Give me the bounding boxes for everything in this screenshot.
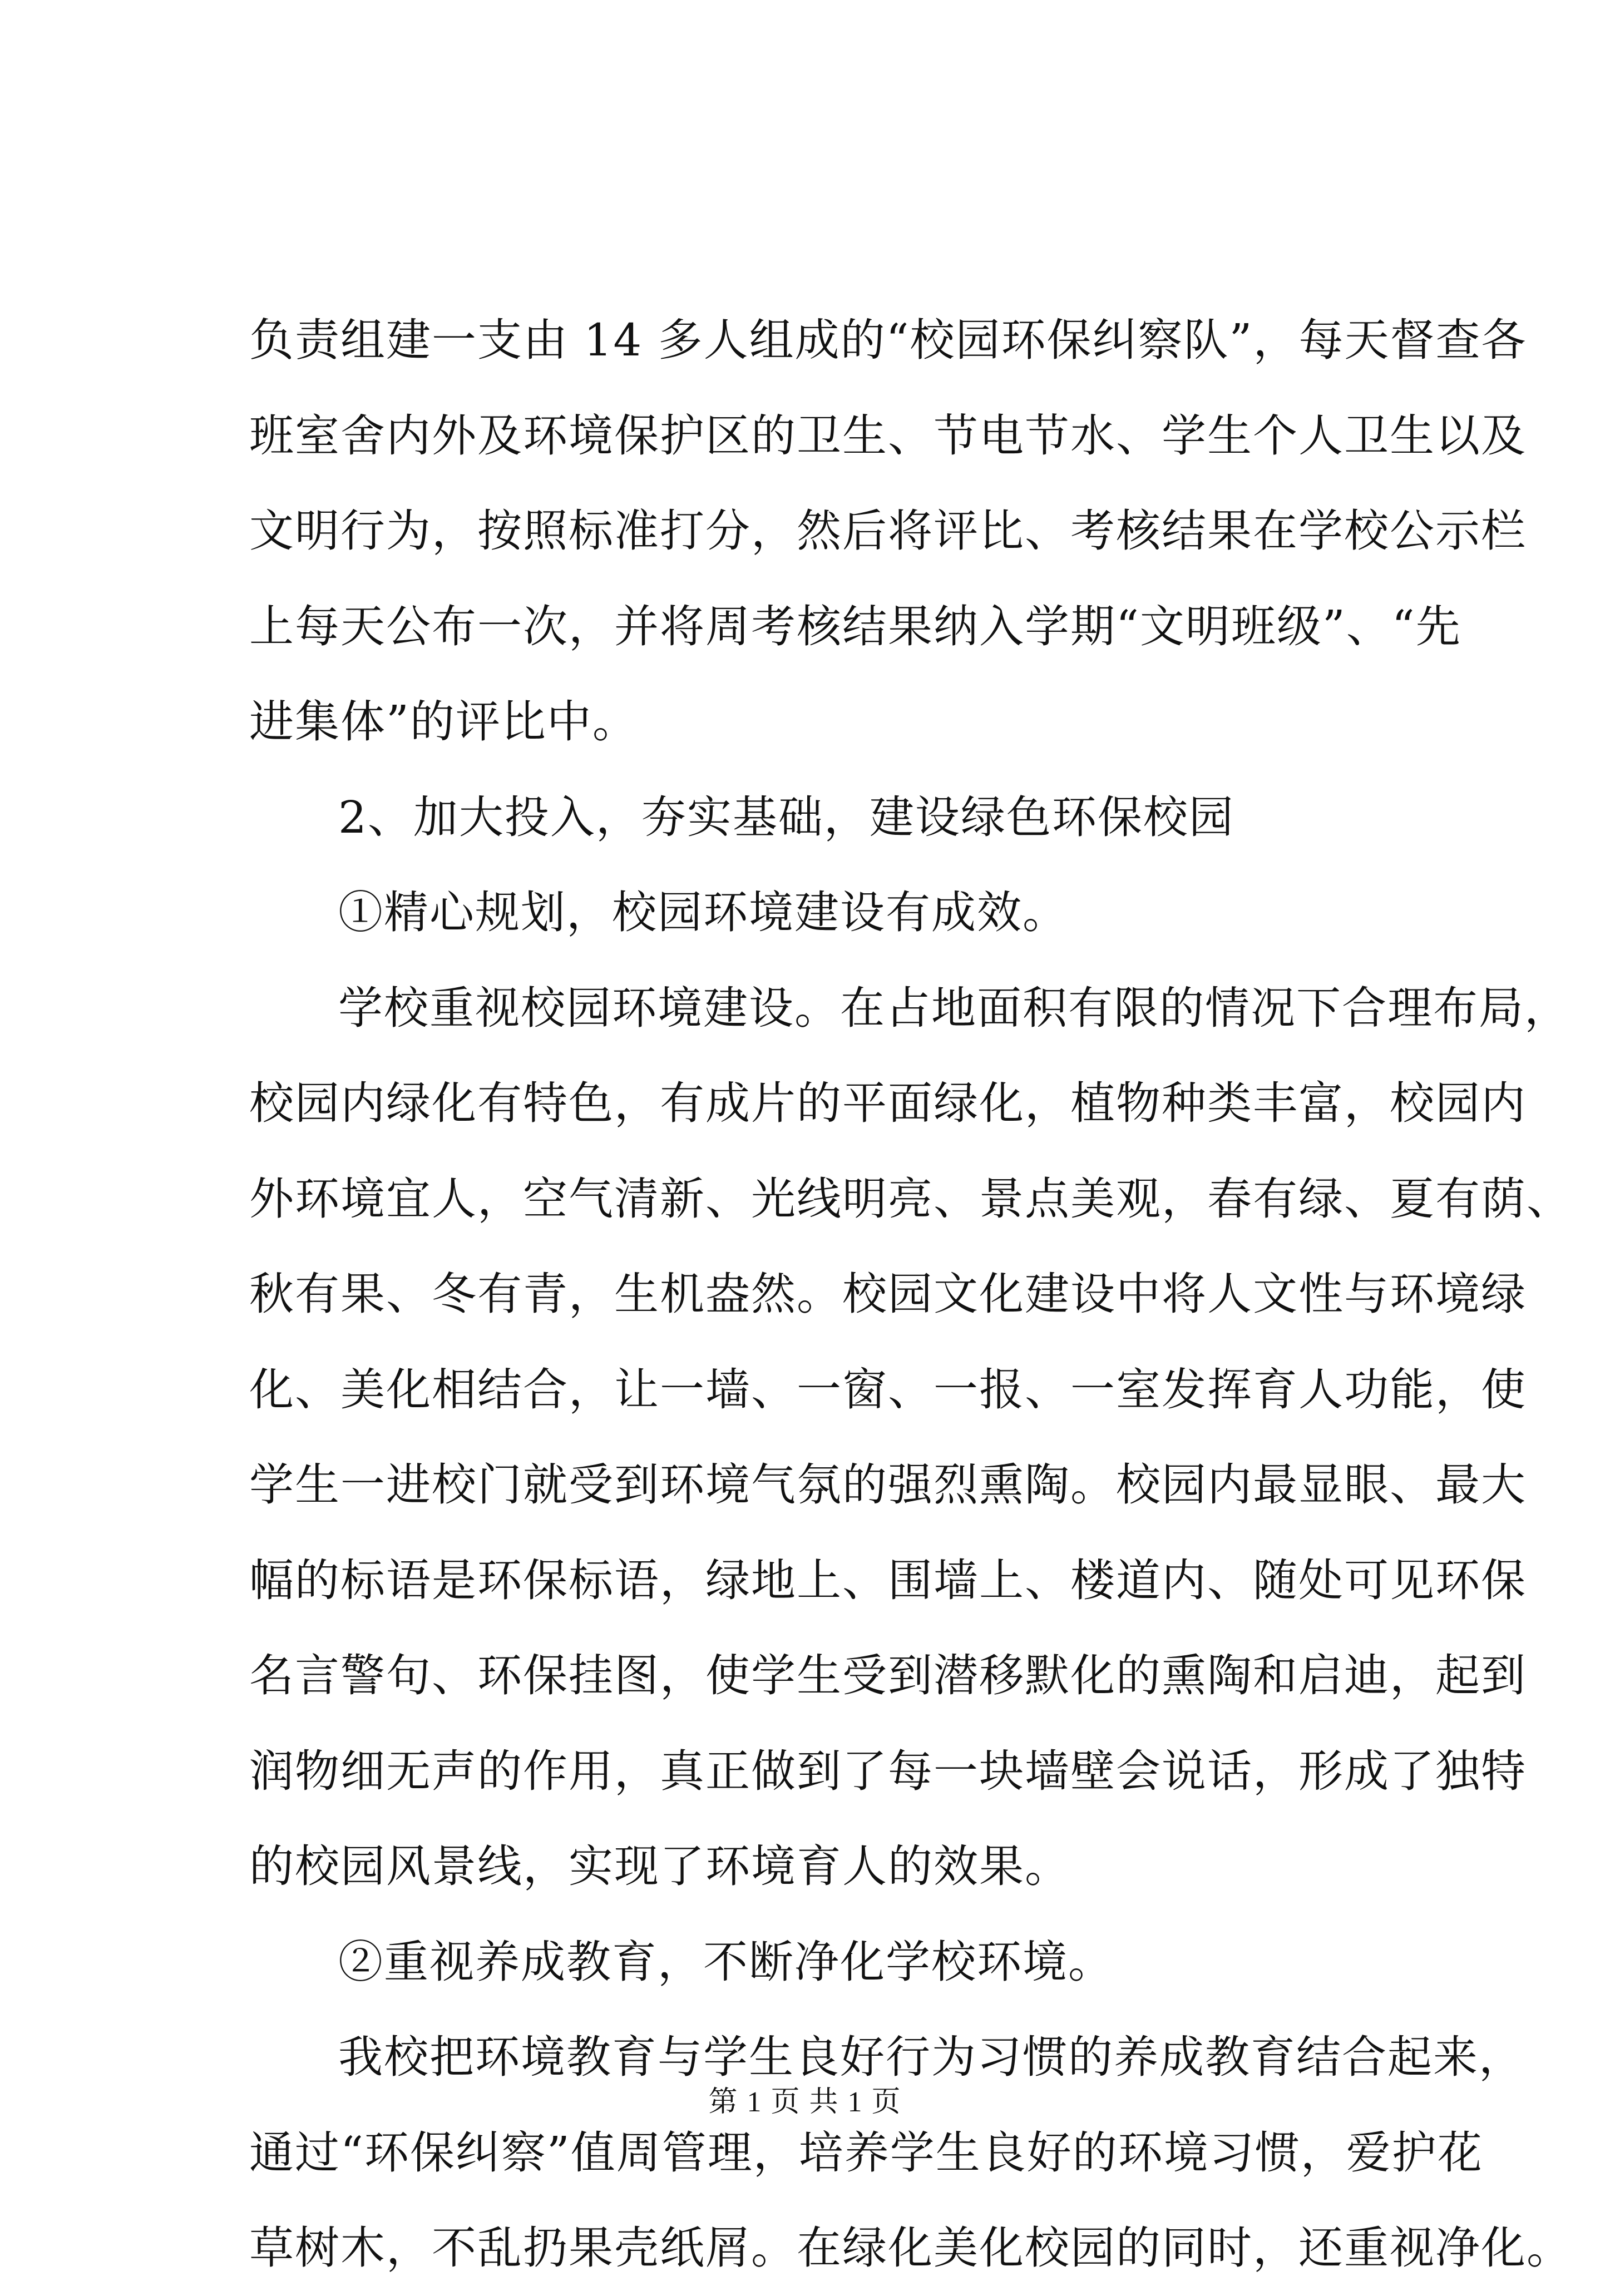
text-line: 草树木，不乱扔果壳纸屑。在绿化美化校园的同时，还重视净化。 <box>249 2222 1572 2274</box>
text-line: 上每天公布一次，并将周考核结果纳入学期“文明班级”、“先 <box>249 600 1461 652</box>
text-line: 秋有果、冬有青，生机盎然。校园文化建设中将人文性与环境绿 <box>249 1268 1527 1320</box>
text-line: 文明行为，按照标准打分，然后将评比、考核结果在学校公示栏 <box>249 505 1527 557</box>
body-text <box>249 293 1572 2296</box>
text-line: ①精心规划，校园环境建设有成效。 <box>338 887 1068 938</box>
text-line: 进集体”的评比中。 <box>249 696 638 748</box>
text-line: 润物细无声的作用，真正做到了每一块墙壁会说话，形成了独特 <box>249 1745 1527 1797</box>
text-line: 学生一进校门就受到环境气氛的强烈熏陶。校园内最显眼、最大 <box>249 1459 1527 1511</box>
text-line: 的校园风景线，实现了环境育人的效果。 <box>249 1840 1070 1892</box>
text-line: 2、加大投入，夯实基础，建设绿色环保校园 <box>338 791 1234 843</box>
page-footer: 第 1 页 共 1 页 <box>708 2086 902 2118</box>
text-line: ②重视养成教育，不断净化学校环境。 <box>338 1936 1114 1988</box>
text-line: 负责组建一支由 14 多人组成的“校园环保纠察队”，每天督查各 <box>249 314 1527 366</box>
text-line: 化、美化相结合，让一墙、一窗、一报、一室发挥育人功能，使 <box>249 1363 1527 1416</box>
text-line: 班室舍内外及环境保护区的卫生、节电节水、学生个人卫生以及 <box>249 409 1527 462</box>
text-line: 外环境宜人，空气清新、光线明亮、景点美观，春有绿、夏有荫、 <box>249 1172 1572 1225</box>
text-line: 校园内绿化有特色，有成片的平面绿化，植物种类丰富，校园内 <box>249 1077 1527 1129</box>
text-line: 我校把环境教育与学生良好行为习惯的养成教育结合起来， <box>338 2031 1524 2083</box>
text-line: 名言警句、环保挂图，使学生受到潜移默化的熏陶和启迪，起到 <box>249 1650 1527 1701</box>
text-line: 学校重视校园环境建设。在占地面积有限的情况下合理布局， <box>338 982 1570 1034</box>
text-line: 幅的标语是环保标语，绿地上、围墙上、楼道内、随处可见环保 <box>249 1554 1527 1606</box>
text-line: 通过“环保纠察”值周管理，培养学生良好的环境习惯，爱护花 <box>249 2126 1483 2179</box>
